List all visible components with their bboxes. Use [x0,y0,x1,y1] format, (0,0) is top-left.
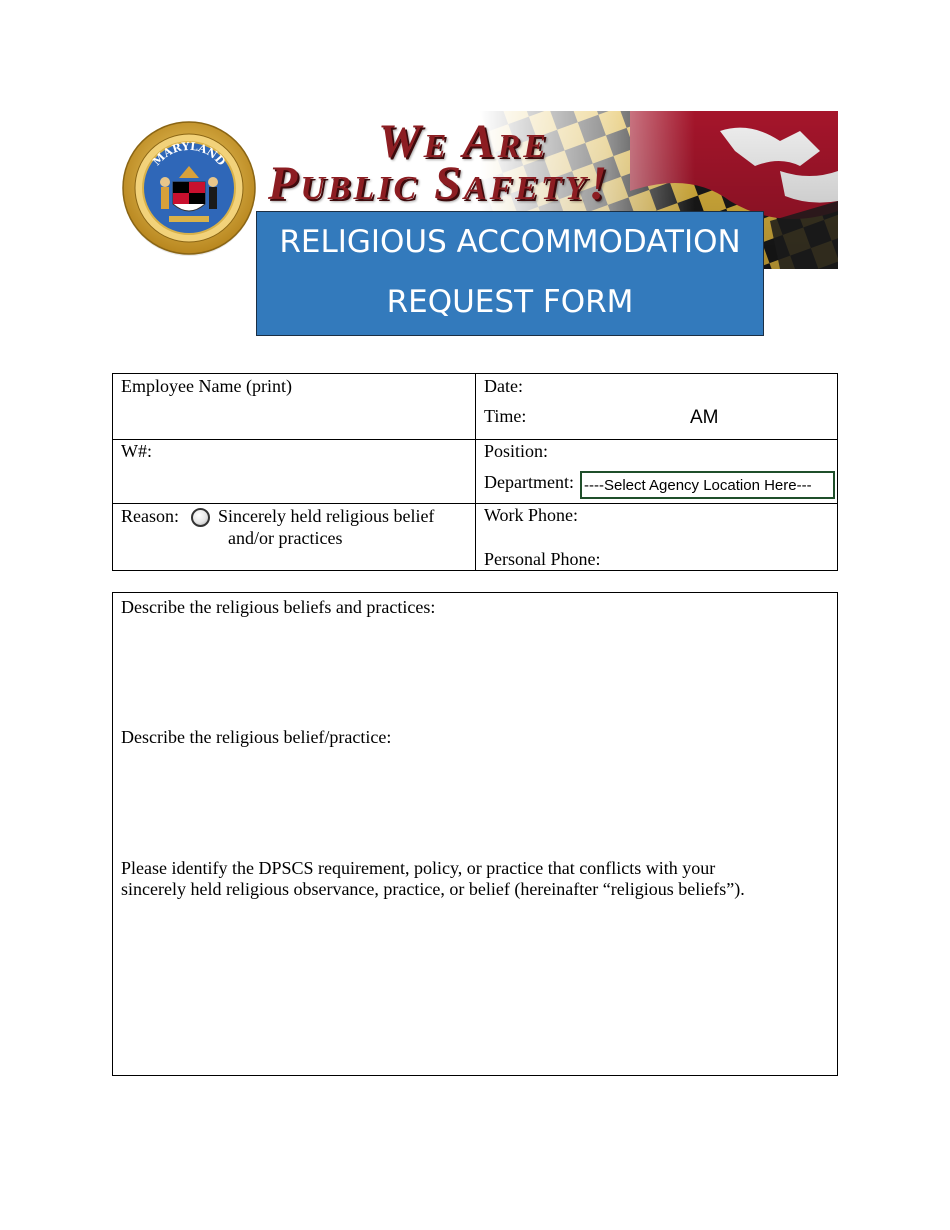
beliefs-practices-question: Describe the religious beliefs and practices: [121,597,436,617]
time-label: Time: [484,406,527,426]
time-period-field[interactable]: AM [690,407,719,428]
form-title-line-2: REQUEST FORM [386,284,634,320]
religious-description-box [112,592,838,1076]
work-phone-label: Work Phone: [484,505,579,525]
form-title-banner [256,211,764,336]
w-number-label: W#: [121,441,152,461]
conflict-question-line-2: sincerely held religious observance, practice, or belief (hereinafter “religious beliefs”). [121,879,745,899]
maryland-seal-icon [121,120,257,256]
reason-option-line-2: and/or practices [228,528,343,548]
conflict-question-line-1: Please identify the DPSCS requirement, policy, or practice that conflicts with your [121,858,716,878]
position-label: Position: [484,441,549,461]
slogan [266,112,736,212]
personal-phone-label: Personal Phone: [484,549,601,569]
slogan-line-2: Public Safety! [268,157,611,210]
table-divider [475,374,476,570]
reason-label: Reason: [121,506,179,526]
table-divider [113,439,837,440]
reason-radio-button[interactable] [191,508,210,527]
table-divider [113,503,837,504]
slogan-line-1: We Are [378,115,549,168]
form-title-line-1: RELIGIOUS ACCOMMODATION [279,224,741,260]
seal-text: MARYLAND [150,139,228,169]
department-label: Department: [484,472,574,492]
department-select[interactable]: ----Select Agency Location Here--- [580,471,835,499]
date-label: Date: [484,376,523,396]
reason-option-line-1: Sincerely held religious belief [218,506,435,526]
belief-practice-question: Describe the religious belief/practice: [121,727,392,747]
employee-name-label: Employee Name (print) [121,376,292,396]
employee-info-table [112,373,838,571]
